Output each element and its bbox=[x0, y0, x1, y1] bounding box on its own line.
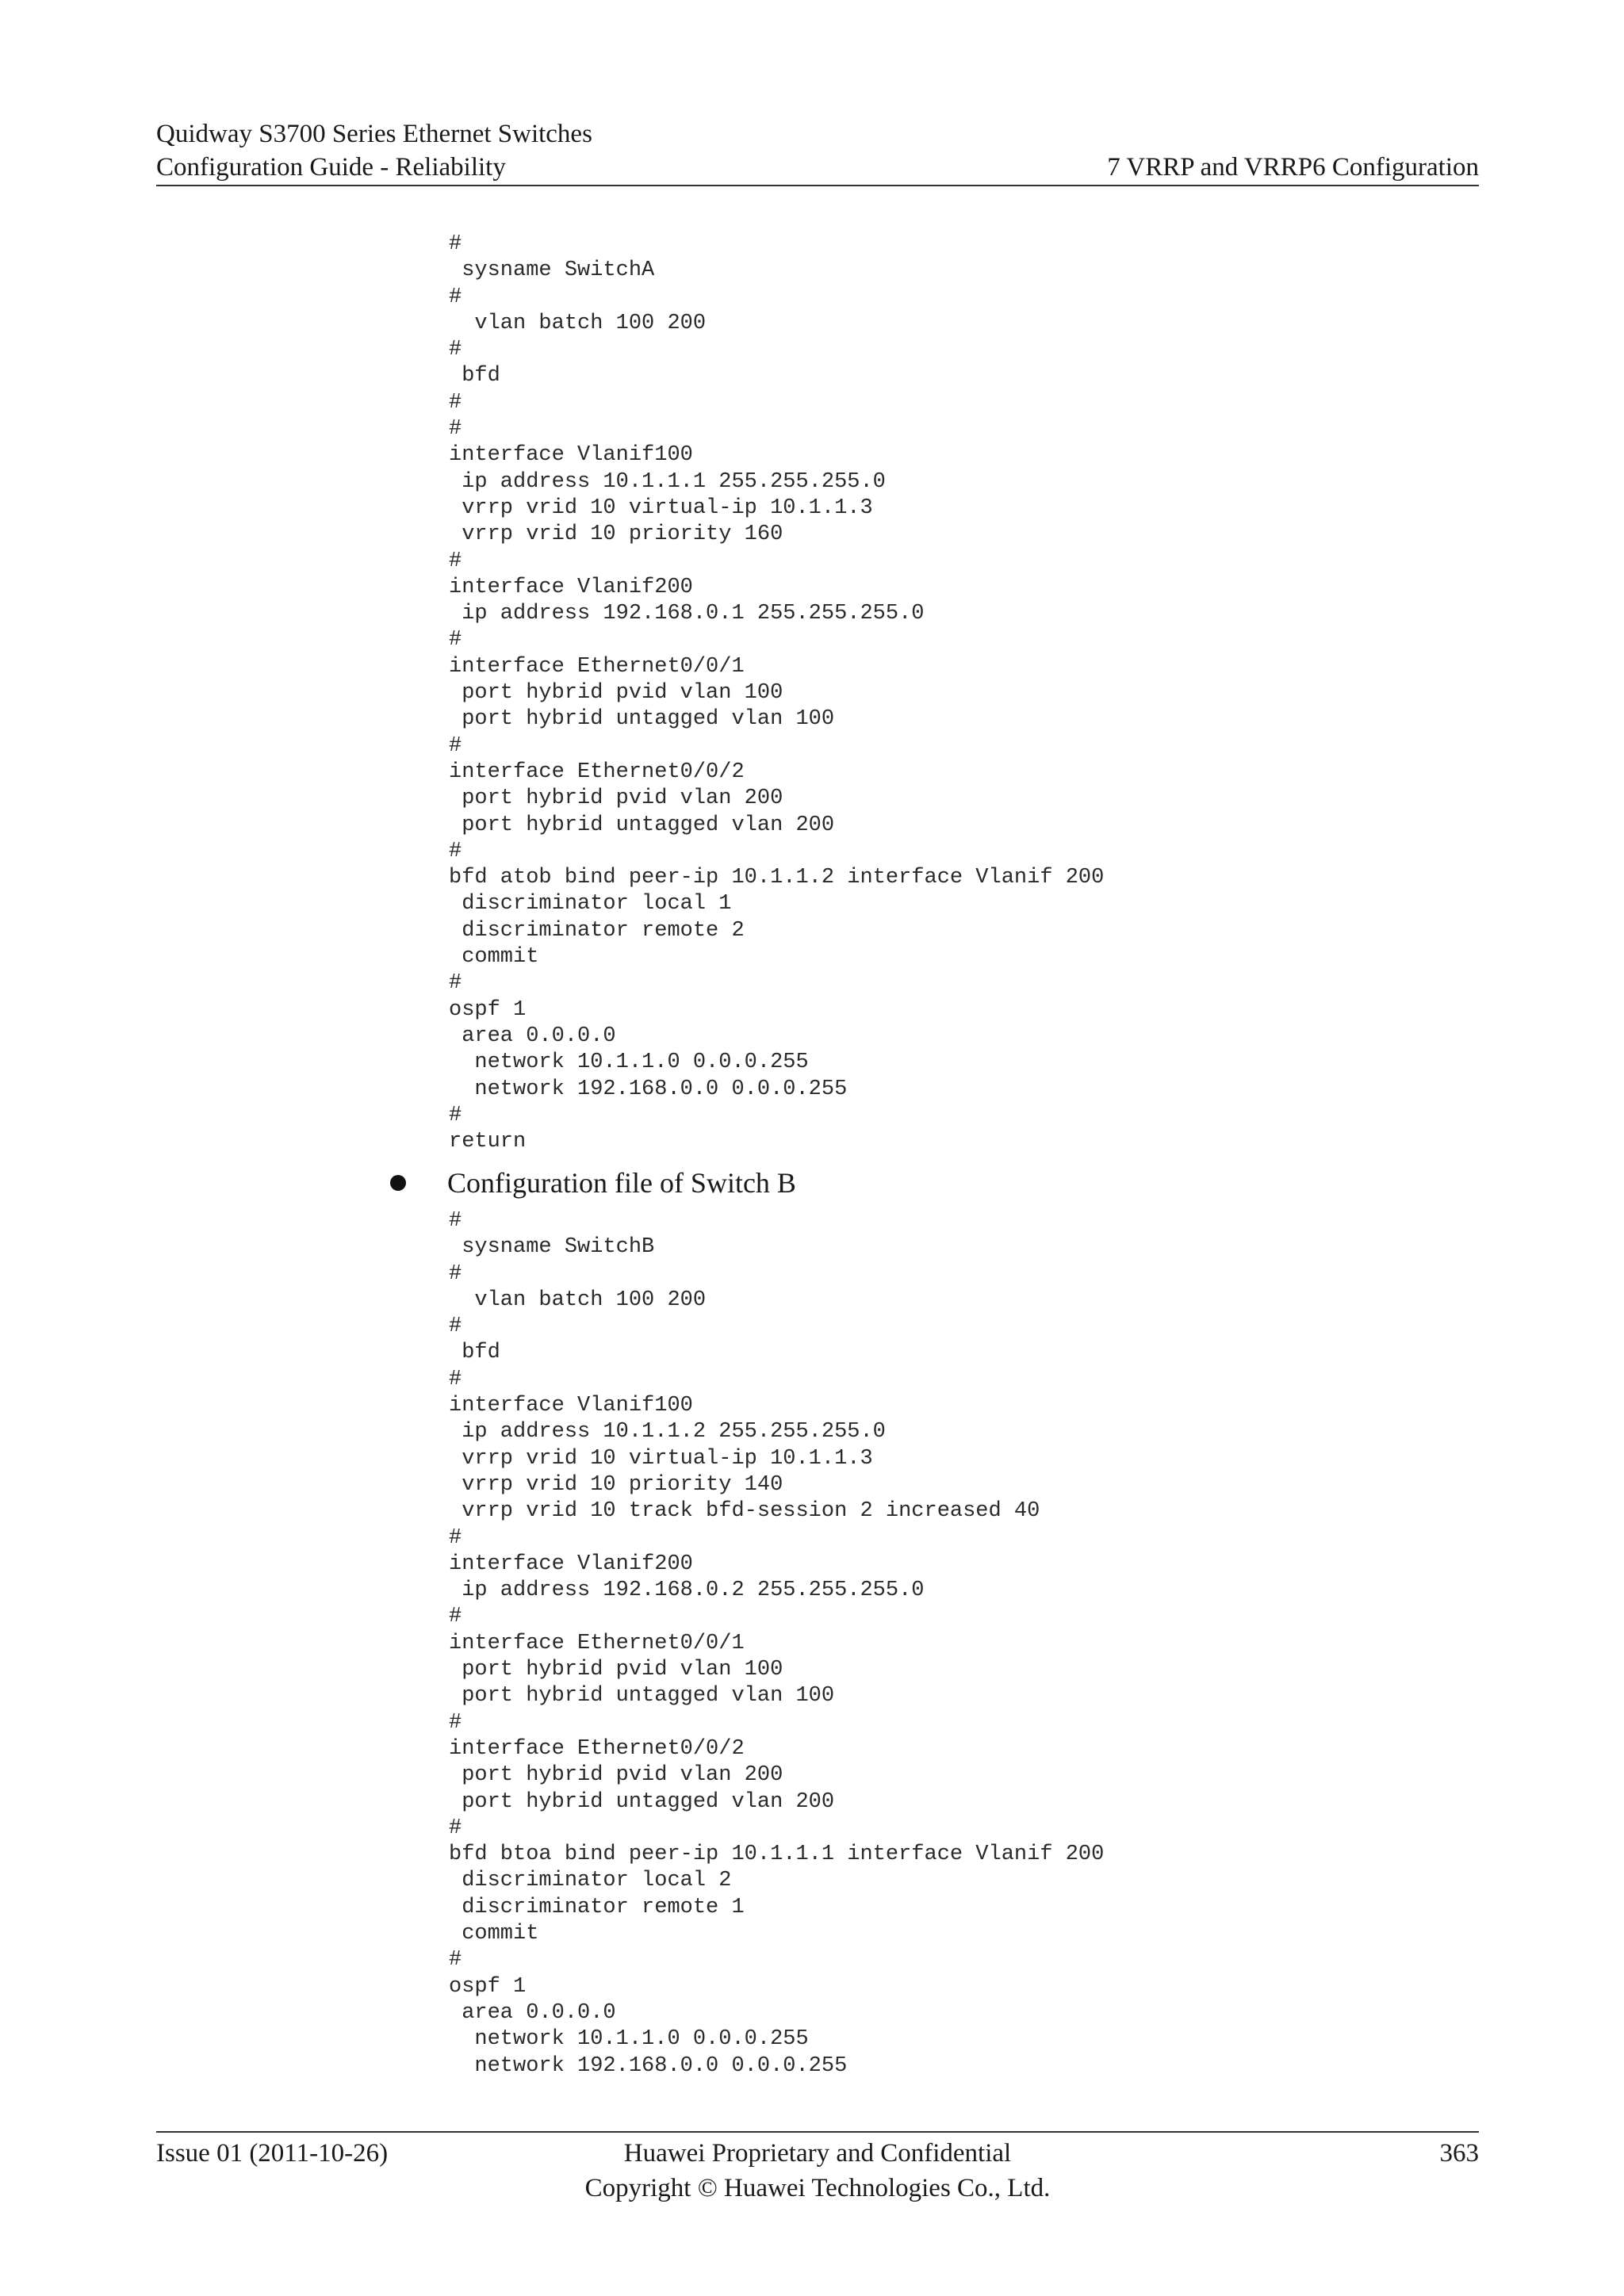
config-line: vrrp vrid 10 priority 160 bbox=[449, 522, 783, 547]
config-line: interface Ethernet0/0/1 bbox=[449, 1631, 745, 1655]
config-line: # bbox=[449, 1261, 462, 1286]
config-line: port hybrid pvid vlan 100 bbox=[449, 1658, 783, 1682]
config-line: bfd bbox=[449, 1341, 500, 1365]
config-line: # bbox=[449, 733, 462, 758]
footer-divider bbox=[156, 2131, 1479, 2133]
config-line: ip address 10.1.1.1 255.255.255.0 bbox=[449, 469, 886, 494]
bullet-item bbox=[390, 1165, 796, 1200]
config-line: discriminator local 1 bbox=[449, 892, 732, 916]
switch-b-config-block bbox=[449, 1208, 1104, 2080]
config-line: port hybrid untagged vlan 200 bbox=[449, 1789, 835, 1814]
config-line: # bbox=[449, 1816, 462, 1840]
config-line: bfd bbox=[449, 364, 500, 388]
config-line: vrrp vrid 10 virtual-ip 10.1.1.3 bbox=[449, 496, 873, 520]
config-line: # bbox=[449, 338, 462, 362]
config-line: interface Vlanif100 bbox=[449, 1394, 693, 1418]
config-line: discriminator local 2 bbox=[449, 1869, 732, 1893]
switch-a-config-block bbox=[449, 232, 1104, 1155]
config-line: # bbox=[449, 390, 462, 415]
config-line: sysname SwitchA bbox=[449, 258, 655, 283]
config-line: # bbox=[449, 628, 462, 652]
config-line: # bbox=[449, 1525, 462, 1550]
config-line: # bbox=[449, 549, 462, 573]
config-line: # bbox=[449, 1605, 462, 1629]
config-line: port hybrid untagged vlan 100 bbox=[449, 707, 835, 732]
config-line: commit bbox=[449, 1922, 539, 1946]
issue-date: Issue 01 (2011-10-26) bbox=[156, 2139, 389, 2168]
config-line: port hybrid pvid vlan 100 bbox=[449, 681, 783, 706]
config-line: interface Vlanif100 bbox=[449, 443, 693, 468]
config-line: # bbox=[449, 1103, 462, 1127]
page-header bbox=[156, 117, 1479, 184]
config-line: area 0.0.0.0 bbox=[449, 2000, 616, 2025]
config-line: interface Ethernet0/0/2 bbox=[449, 1736, 745, 1761]
config-line: network 192.168.0.0 0.0.0.255 bbox=[449, 2053, 848, 2078]
config-line: interface Ethernet0/0/1 bbox=[449, 654, 745, 679]
config-line: interface Ethernet0/0/2 bbox=[449, 760, 745, 784]
config-line: discriminator remote 2 bbox=[449, 918, 745, 943]
config-line: vrrp vrid 10 track bfd-session 2 increased 40 bbox=[449, 1499, 1040, 1524]
config-line: network 10.1.1.0 0.0.0.255 bbox=[449, 1050, 809, 1075]
config-line: vlan batch 100 200 bbox=[449, 1288, 707, 1312]
config-line: # bbox=[449, 285, 462, 309]
header-divider bbox=[156, 185, 1479, 186]
config-line: port hybrid untagged vlan 200 bbox=[449, 813, 835, 837]
document-subtitle: Configuration Guide - Reliability bbox=[156, 153, 506, 182]
bullet-heading: Configuration file of Switch B bbox=[447, 1167, 796, 1199]
config-line: interface Vlanif200 bbox=[449, 1552, 693, 1576]
config-line: ospf 1 bbox=[449, 997, 527, 1022]
config-line: vrrp vrid 10 priority 140 bbox=[449, 1472, 783, 1497]
config-line: # bbox=[449, 232, 462, 256]
page-number: 363 bbox=[1439, 2139, 1479, 2168]
config-line: discriminator remote 1 bbox=[449, 1895, 745, 1919]
config-line: network 10.1.1.0 0.0.0.255 bbox=[449, 2027, 809, 2052]
config-line: bfd atob bind peer-ip 10.1.1.2 interface Vlanif 200 bbox=[449, 866, 1105, 890]
config-line: # bbox=[449, 1710, 462, 1735]
config-line: # bbox=[449, 971, 462, 996]
config-line: area 0.0.0.0 bbox=[449, 1024, 616, 1048]
config-line: # bbox=[449, 1367, 462, 1391]
config-line: port hybrid pvid vlan 200 bbox=[449, 786, 783, 811]
config-line: # bbox=[449, 417, 462, 442]
config-line: interface Vlanif200 bbox=[449, 575, 693, 599]
proprietary-notice: Huawei Proprietary and Confidential bbox=[623, 2139, 1012, 2168]
config-line: commit bbox=[449, 945, 539, 970]
config-line: sysname SwitchB bbox=[449, 1235, 655, 1260]
config-line: port hybrid untagged vlan 100 bbox=[449, 1684, 835, 1709]
copyright-notice: Copyright © Huawei Technologies Co., Ltd. bbox=[584, 2174, 1051, 2202]
config-line: # bbox=[449, 1209, 462, 1233]
config-line: network 192.168.0.0 0.0.0.255 bbox=[449, 1077, 848, 1101]
config-line: vrrp vrid 10 virtual-ip 10.1.1.3 bbox=[449, 1446, 873, 1471]
config-line: ip address 192.168.0.1 255.255.255.0 bbox=[449, 602, 925, 626]
config-line: # bbox=[449, 839, 462, 863]
config-line: return bbox=[449, 1130, 527, 1154]
config-line: vlan batch 100 200 bbox=[449, 311, 707, 335]
config-line: ip address 192.168.0.2 255.255.255.0 bbox=[449, 1578, 925, 1603]
config-line: # bbox=[449, 1948, 462, 1973]
footer-center bbox=[156, 2136, 1479, 2206]
bullet-icon bbox=[390, 1175, 406, 1191]
config-line: port hybrid pvid vlan 200 bbox=[449, 1763, 783, 1788]
config-line: ip address 10.1.1.2 255.255.255.0 bbox=[449, 1420, 886, 1445]
document-title: Quidway S3700 Series Ethernet Switches bbox=[156, 120, 592, 148]
config-line: ospf 1 bbox=[449, 1974, 527, 1999]
config-line: # bbox=[449, 1314, 462, 1339]
chapter-title: 7 VRRP and VRRP6 Configuration bbox=[1107, 153, 1479, 182]
config-line: bfd btoa bind peer-ip 10.1.1.1 interface Vlanif 200 bbox=[449, 1843, 1105, 1867]
